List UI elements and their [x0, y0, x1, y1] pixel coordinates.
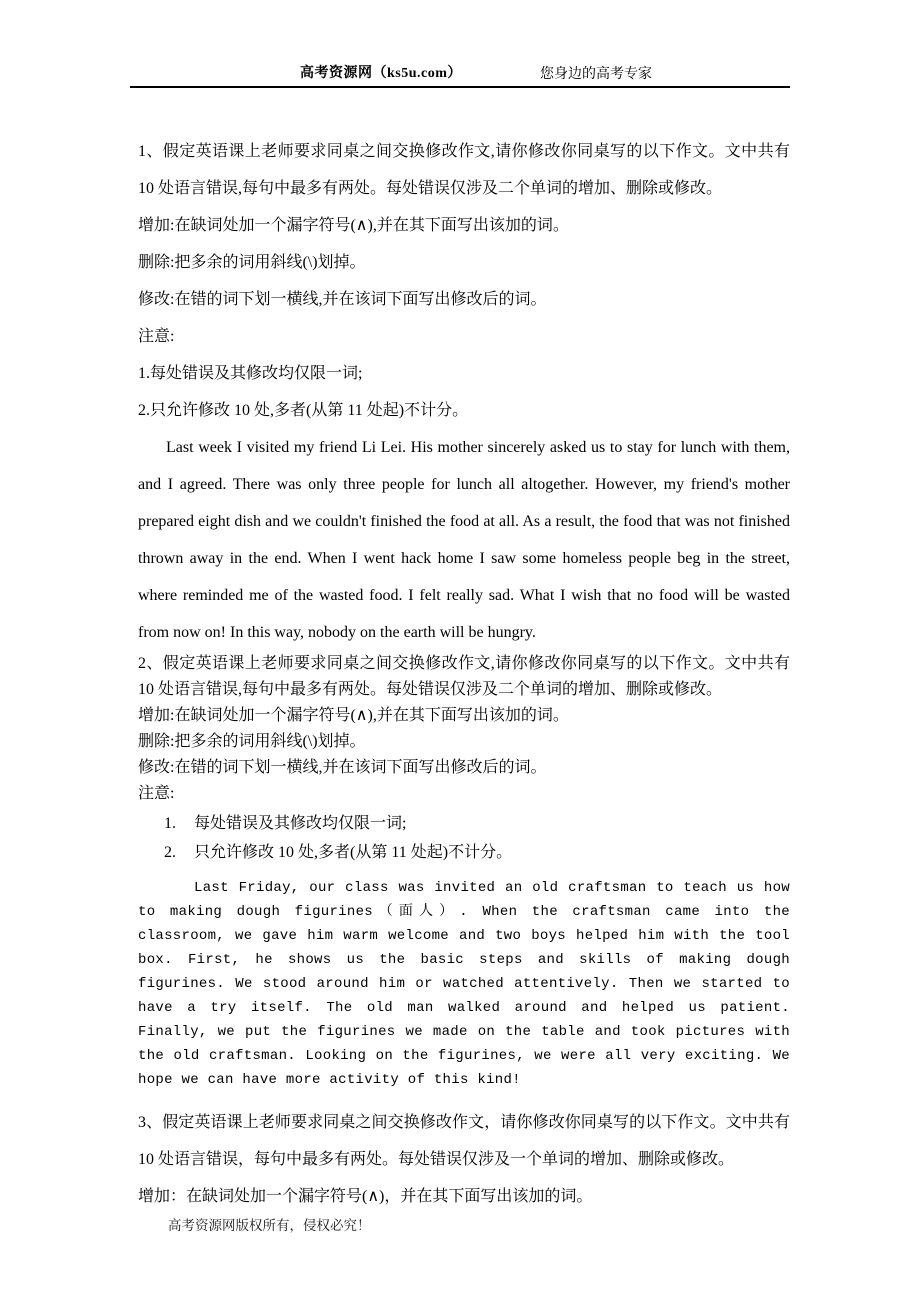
- q2-rule-modify: 修改:在错的词下划一横线,并在该词下面写出修改后的词。: [138, 759, 547, 776]
- q2-note-2-number: 2.: [164, 844, 176, 861]
- q1-intro: 1、假定英语课上老师要求同桌之间交换修改作文,请你修改你同桌写的以下作文。文中共有 10 处语言错误,每句中最多有两处。每处错误仅涉及二个单词的增加、删除或修改。: [138, 143, 790, 197]
- q2-note-1-number: 1.: [164, 815, 176, 832]
- page-header: [130, 62, 790, 84]
- q2-note-2: [138, 840, 790, 866]
- q1-rule-add: 增加:在缺词处加一个漏字符号(∧),并在其下面写出该加的词。: [138, 217, 569, 234]
- q2-rule-add: 增加:在缺词处加一个漏字符号(∧),并在其下面写出该加的词。: [138, 707, 569, 724]
- q1-note-label: 注意:: [138, 328, 175, 345]
- q1-rule-delete: 删除:把多余的词用斜线(\)划掉。: [138, 254, 366, 271]
- question-3-section: [138, 1104, 790, 1215]
- q3-rule-add: 增加：在缺词处加一个漏字符号(∧)，并在其下面写出该加的词。: [138, 1188, 593, 1205]
- site-tagline: 您身边的高考专家: [540, 67, 652, 82]
- q3-intro: 3、假定英语课上老师要求同桌之间交换修改作文，请你修改你同桌写的以下作文。文中共有 10 处语言错误，每句中最多有两处。每处错误仅涉及一个单词的增加、删除或修改。: [138, 1114, 790, 1168]
- q2-passage: Last Friday, our class was invited an old craftsman to teach us how to making dough figurines（面人）. When the craftsman came into the classroom, we gave him warm welcome and two boys helped him with the tool box. First, he shows us the basic steps and skills of making dough figurines. We stood around him or watched attentively. Then we started to have a try itself. The old man walked around and helped us patient. Finally, we put the figurines we made on the table and took pictures with the old craftsman. Looking on the figurines, we were all very exciting. We hope we can have more activity of this kind!: [138, 880, 790, 1088]
- page-footer: [168, 1214, 371, 1234]
- q1-passage: Last week I visited my friend Li Lei. His mother sincerely asked us to stay for lunch with them, and I agreed. There was only three people for lunch all altogether. However, my friend's mother prepared eight dish and we couldn't finished the food at all. As a result, the food that was not finished thrown away in the end. When I went hack home I saw some homeless people beg in the street, where reminded me of the wasted food. I felt really sad. What I wish that no food will be wasted from now on! In this way, nobody on the earth will be hungry.: [138, 439, 790, 641]
- document-body: [138, 133, 790, 1215]
- q2-note-list: [138, 811, 790, 866]
- copyright-text: 高考资源网版权所有，侵权必究！: [168, 1218, 371, 1233]
- q2-note-2-text: 只允许修改 10 处,多者(从第 11 处起)不计分。: [194, 844, 513, 861]
- q1-note-1: 1.每处错误及其修改均仅限一词;: [138, 365, 363, 382]
- q1-note-2: 2.只允许修改 10 处,多者(从第 11 处起)不计分。: [138, 402, 469, 419]
- q2-rule-delete: 删除:把多余的词用斜线(\)划掉。: [138, 733, 366, 750]
- q2-note-1: [138, 811, 790, 837]
- q2-intro: 2、假定英语课上老师要求同桌之间交换修改作文,请你修改你同桌写的以下作文。文中共有 10 处语言错误,每句中最多有两处。每处错误仅涉及二个单词的增加、删除或修改。: [138, 655, 790, 698]
- q2-note-label: 注意:: [138, 785, 175, 802]
- q2-note-1-text: 每处错误及其修改均仅限一词;: [194, 815, 407, 832]
- site-name: 高考资源网（ks5u.com）: [300, 66, 462, 81]
- header-divider: [130, 86, 790, 88]
- q1-rule-modify: 修改:在错的词下划一横线,并在该词下面写出修改后的词。: [138, 291, 547, 308]
- question-2-section: [138, 651, 790, 1092]
- question-1-section: [138, 133, 790, 651]
